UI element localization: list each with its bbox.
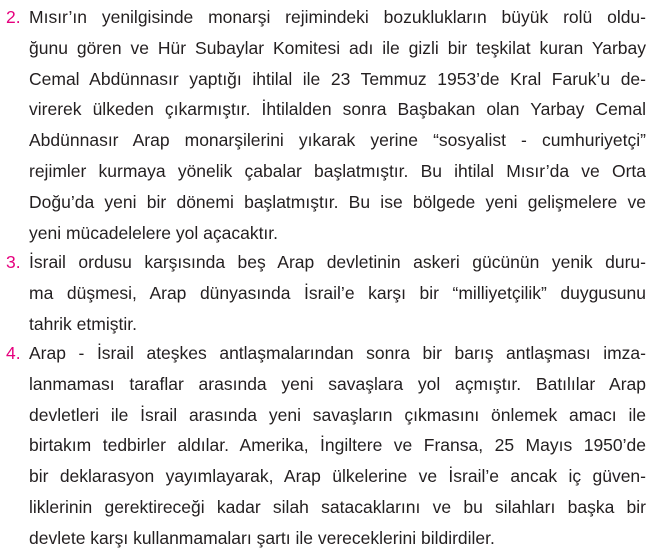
item-number: 3. — [6, 252, 21, 272]
paragraph-line: İsrail ordusu karşısında beş Arap devletinin askeri gücünün yenik duru- — [29, 252, 646, 272]
paragraph-line: Abdünnasır Arap monarşilerini yıkarak yerine “sosyalist - cumhuriyetçi” — [29, 130, 646, 151]
item-number: 2. — [6, 7, 21, 27]
paragraph-line: liklerinin gerektireceği kadar silah satacaklarını ve bu silahları başka bir — [29, 497, 646, 517]
paragraph-line: Cemal Abdünnasır yaptığı ihtilal ile 23 Temmuz 1953’de Kral Faruk’u de- — [29, 68, 646, 89]
paragraph-line: virerek ülkeden çıkarmıştır. İhtilalden sonra Başbakan olan Yarbay Cemal — [29, 99, 646, 120]
paragraph-line: devletleri ile İsrail arasında yeni savaşların çıkmasını önlemek amacı ile — [29, 404, 646, 425]
paragraph-line: Mısır’ın yenilgisinde monarşi rejimindeki bozuklukların büyük rolü oldu- — [29, 7, 646, 27]
paragraph-line: yeni mücadelelere yol açacaktır. — [29, 222, 279, 243]
paragraph-line: Doğu’da yeni bir dönemi başlatmıştır. Bu ise bölgede yeni gelişmelere ve — [29, 191, 646, 212]
paragraph-line: tahrik etmiştir. — [29, 313, 137, 334]
paragraph-line: rejimler kurmaya yönelik çabalar başlatmıştır. Bu ihtilal Mısır’da ve Orta — [29, 161, 646, 181]
paragraph-line: birtakım tedbirler aldılar. Amerika, İngiltere ve Fransa, 25 Mayıs 1950’de — [29, 435, 646, 456]
paragraph-line: lanmaması taraflar arasında yeni savaşlara yol açmıştır. Batılılar Arap — [29, 373, 646, 394]
paragraph-line: Arap - İsrail ateşkes antlaşmalarından sonra bir barış antlaşması imza- — [29, 343, 646, 363]
paragraph-line: bir deklarasyon yayımlayarak, Arap ülkelerine ve İsrail’e ancak iç güven- — [29, 466, 646, 487]
paragraph-line: ğunu gören ve Hür Subaylar Komitesi adı ile gizli bir teşkilat kuran Yarbay — [29, 37, 646, 58]
item-number: 4. — [6, 343, 21, 363]
paragraph-line: ma düşmesi, Arap dünyasında İsrail’e karşı bir “milliyetçilik” duygusunu — [29, 282, 646, 303]
paragraph-line: devlete karşı kullanmamaları şartı ile vereceklerini bildirdiler. — [29, 527, 495, 548]
